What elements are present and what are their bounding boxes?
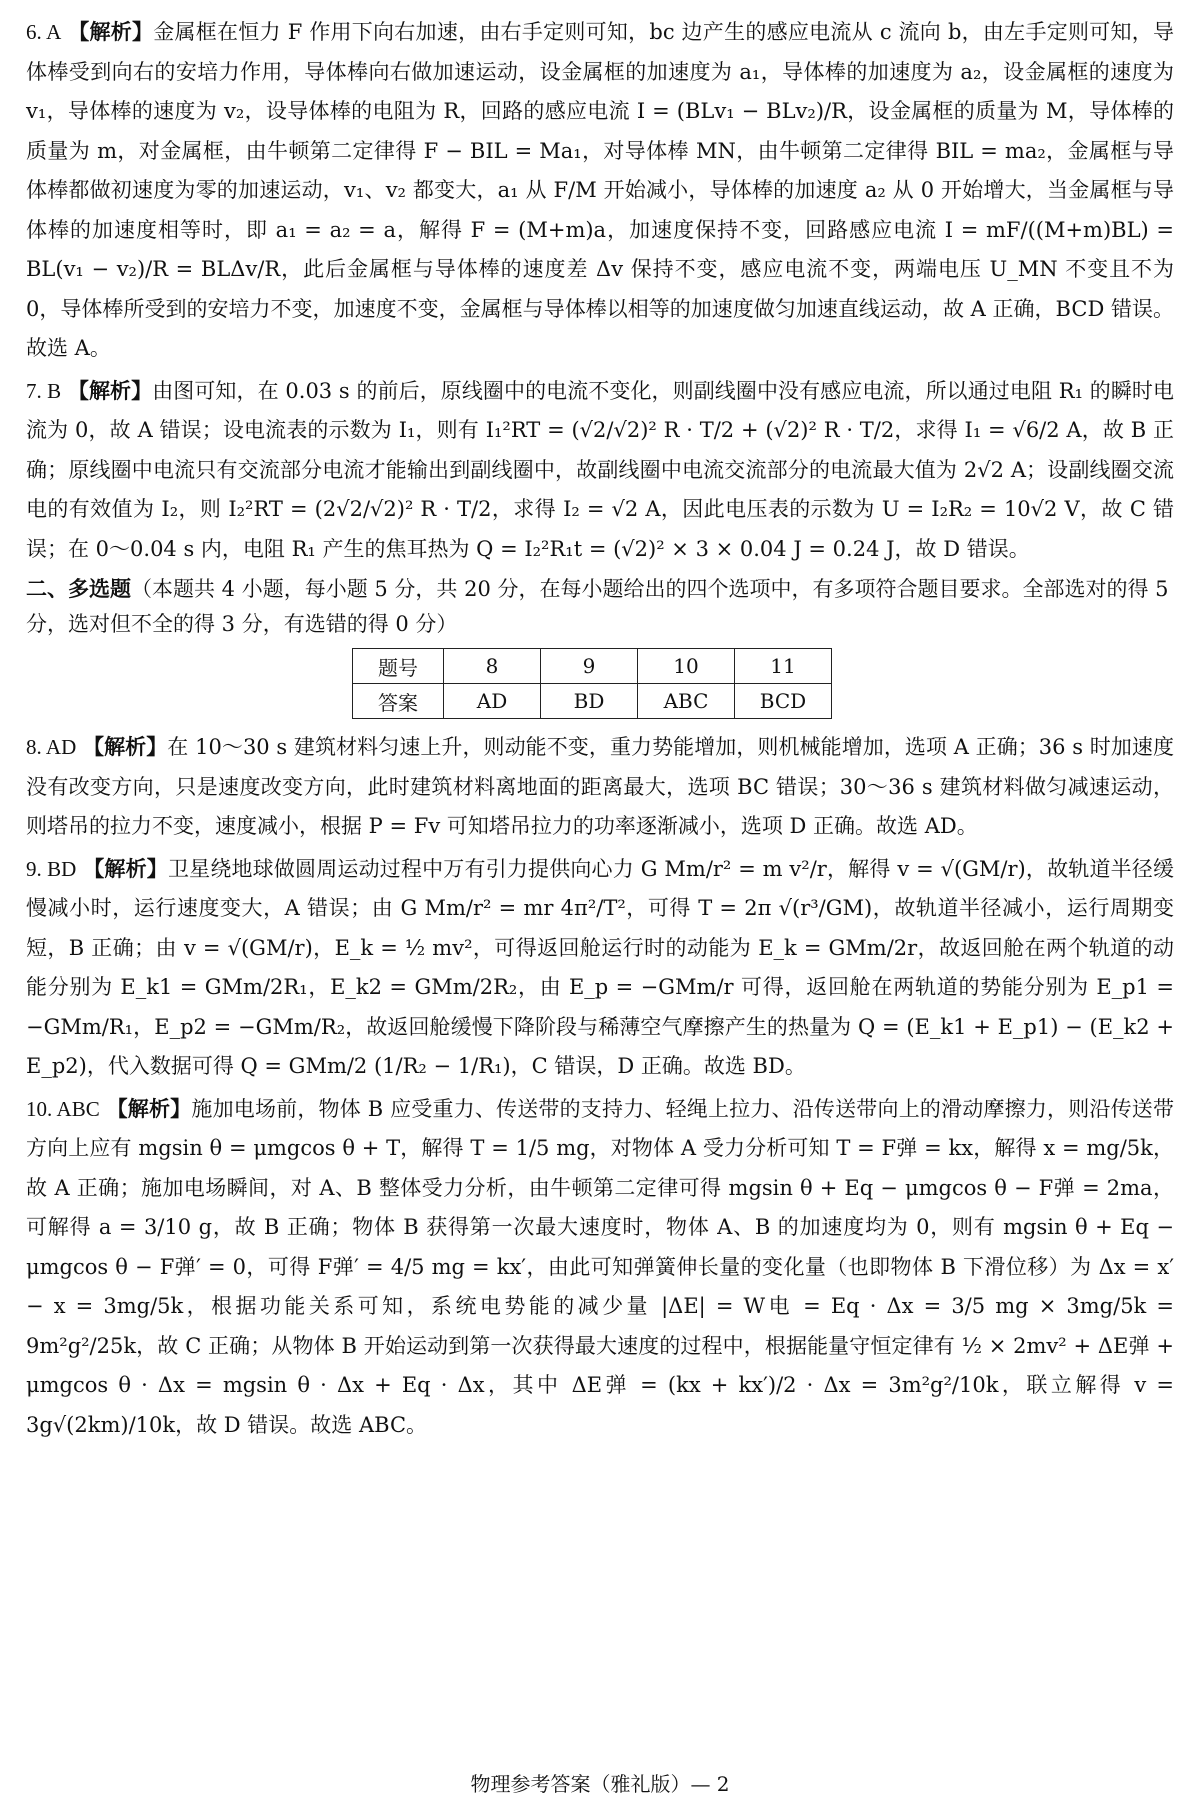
table-cell: 10 <box>638 649 735 684</box>
answer-item-8 <box>26 727 1174 847</box>
analysis-tag: 【解析】 <box>83 855 168 881</box>
analysis-text: 由图可知，在 0.03 s 的前后，原线圈中的电流不变化，则副线圈中没有感应电流，所以通过电阻 R₁ 的瞬时电流为 0，故 A 错误；设电流表的示数为 I₁，则有 I₁²RT = (√2/√2)² R · T/2 + (√2)² R · T/2，求得 I₁ = √6/2 A，故 B 正确；原线圈中电流只有交流部分电流才能输出到副线圈中，故副线圈中电流交流部分的电流最大值为 2√2 A；设副线圈交流电的有效值为 I₂，则 I₂²RT = (2√2/√2)² R · T/2，求得 I₂ = √2 A，因此电压表的示数为 U = I₂R₂ = 10√2 V，故 C 错误；在 0～0.04 s 内，电阻 R₁ 产生的焦耳热为 Q = I₂²R₁t = (√2)² × 3 × 0.04 J = 0.24 J，故 D 错误。 <box>26 378 1175 561</box>
analysis-text: 施加电场前，物体 B 应受重力、传送带的支持力、轻绳上拉力、沿传送带向上的滑动摩擦力，则沿传送带方向上应有 mgsin θ = μmgcos θ + T，解得 T = 1/5 mg，对物体 A 受力分析可知 T = F弹 = kx，解得 x = mg/5k，故 A 正确；施加电场瞬间，对 A、B 整体受力分析，由牛顿第二定律可得 mgsin θ + Eq − μmgcos θ − F弹 = 2ma，可解得 a = 3/10 g，故 B 正确；物体 B 获得第一次最大速度时，物体 A、B 的加速度均为 0，则有 mgsin θ + Eq − μmgcos θ − F弹′ = 0，可得 F弹′ = 4/5 mg = kx′，由此可知弹簧伸长量的变化量（也即物体 B 下滑位移）为 Δx = x′ − x = 3mg/5k，根据功能关系可知，系统电势能的减少量 |ΔE| = W电 = Eq · Δx = 3/5 mg × 3mg/5k = 9m²g²/25k，故 C 正确；从物体 B 开始运动到第一次获得最大速度的过程中，根据能量守恒定律有 ½ × 2mv² + ΔE弹 + μmgcos θ · Δx = mgsin θ · Δx + Eq · Δx，其中 ΔE弹 = (kx + kx′)/2 · Δx = 3m²g²/10k，联立解得 v = 3g√(2km)/10k，故 D 错误。故选 ABC。 <box>26 1096 1174 1437</box>
answer-item-6 <box>26 12 1174 369</box>
analysis-text: 卫星绕地球做圆周运动过程中万有引力提供向心力 G Mm/r² = m v²/r，解得 v = √(GM/r)，故轨道半径缓慢减小时，运行速度变大，A 错误；由 G Mm/r² = mr 4π²/T²，可得 T = 2π √(r³/GM)，故轨道半径减小，运行周期变短，B 正确；由 v = √(GM/r)，E_k = ½ mv²，可得返回舱运行时的动能为 E_k = GMm/2r，故返回舱在两个轨道的动能分别为 E_k1 = GMm/2R₁，E_k2 = GMm/2R₂，由 E_p = −GMm/r 可得，返回舱在两轨道的势能分别为 E_p1 = −GMm/R₁，E_p2 = −GMm/R₂，故返回舱缓慢下降阶段与稀薄空气摩擦产生的热量为 Q = (E_k1 + E_p1) − (E_k2 + E_p2)，代入数据可得 Q = GMm/2 (1/R₂ − 1/R₁)，C 错误，D 正确。故选 BD。 <box>26 856 1174 1078</box>
table-row <box>353 649 832 684</box>
section-heading <box>26 571 1174 642</box>
table-cell: AD <box>444 684 541 719</box>
item-number: 9. BD <box>26 856 77 881</box>
analysis-tag: 【解析】 <box>68 19 154 44</box>
table-header-cell: 答案 <box>353 684 444 719</box>
section-title: 二、多选题 <box>26 576 131 601</box>
table-cell: BCD <box>735 684 832 719</box>
table-cell: 8 <box>444 649 541 684</box>
table-cell: 11 <box>735 649 832 684</box>
answer-item-7 <box>26 371 1174 570</box>
table-cell: 9 <box>541 649 638 684</box>
item-number: 8. AD <box>26 735 77 759</box>
analysis-tag: 【解析】 <box>67 377 153 403</box>
item-number: 6. A <box>26 20 62 44</box>
section-description: （本题共 4 小题，每小题 5 分，共 20 分，在每小题给出的四个选项中，有多项符合题目要求。全部选对的得 5 分，选对但不全的得 3 分，有选错的得 0 分） <box>26 577 1169 636</box>
table-row <box>353 684 832 719</box>
answer-item-10 <box>26 1089 1174 1446</box>
item-number: 10. ABC <box>26 1096 100 1121</box>
table-header-cell: 题号 <box>353 649 444 684</box>
page-footer: 物理参考答案（雅礼版）— 2 <box>470 1772 730 1796</box>
analysis-text: 金属框在恒力 F 作用下向右加速，由右手定则可知，bc 边产生的感应电流从 c 流向 b，由左手定则可知，导体棒受到向右的安培力作用，导体棒向右做加速运动，设金属框的加速度为 a₁，导体棒的加速度为 a₂，设金属框的速度为 v₁，导体棒的速度为 v₂，设导体棒的电阻为 R，回路的感应电流 I = (BLv₁ − BLv₂)/R，设金属框的质量为 M，导体棒的质量为 m，对金属框，由牛顿第二定律得 F − BIL = Ma₁，对导体棒 MN，由牛顿第二定律得 BIL = ma₂，金属框与导体棒都做初速度为零的加速运动，v₁、v₂ 都变大，a₁ 从 F/M 开始减小，导体棒的加速度 a₂ 从 0 开始增大，当金属框与导体棒的加速度相等时，即 a₁ = a₂ = a，解得 F = (M+m)a，加速度保持不变，回路感应电流 I = mF/((M+m)BL) = BL(v₁ − v₂)/R = BLΔv/R，此后金属框与导体棒的速度差 Δv 保持不变，感应电流不变，两端电压 U_MN 不变且不为 0，导体棒所受到的安培力不变，加速度不变，金属框与导体棒以相等的加速度做匀加速直线运动，故 A 正确，BCD 错误。故选 A。 <box>26 20 1175 360</box>
answer-table <box>352 648 832 719</box>
table-cell: ABC <box>638 684 735 719</box>
analysis-tag: 【解析】 <box>106 1095 192 1121</box>
answer-item-9 <box>26 849 1174 1087</box>
analysis-tag: 【解析】 <box>83 734 168 759</box>
analysis-text: 在 10～30 s 建筑材料匀速上升，则动能不变，重力势能增加，则机械能增加，选项 A 正确；36 s 时加速度没有改变方向，只是速度改变方向，此时建筑材料离地面的距离最大，选项 BC 错误；30～36 s 建筑材料做匀减速运动，则塔吊的拉力不变，速度减小，根据 P = Fv 可知塔吊拉力的功率逐渐减小，选项 D 正确。故选 AD。 <box>26 735 1174 838</box>
table-cell: BD <box>541 684 638 719</box>
item-number: 7. B <box>26 378 62 403</box>
